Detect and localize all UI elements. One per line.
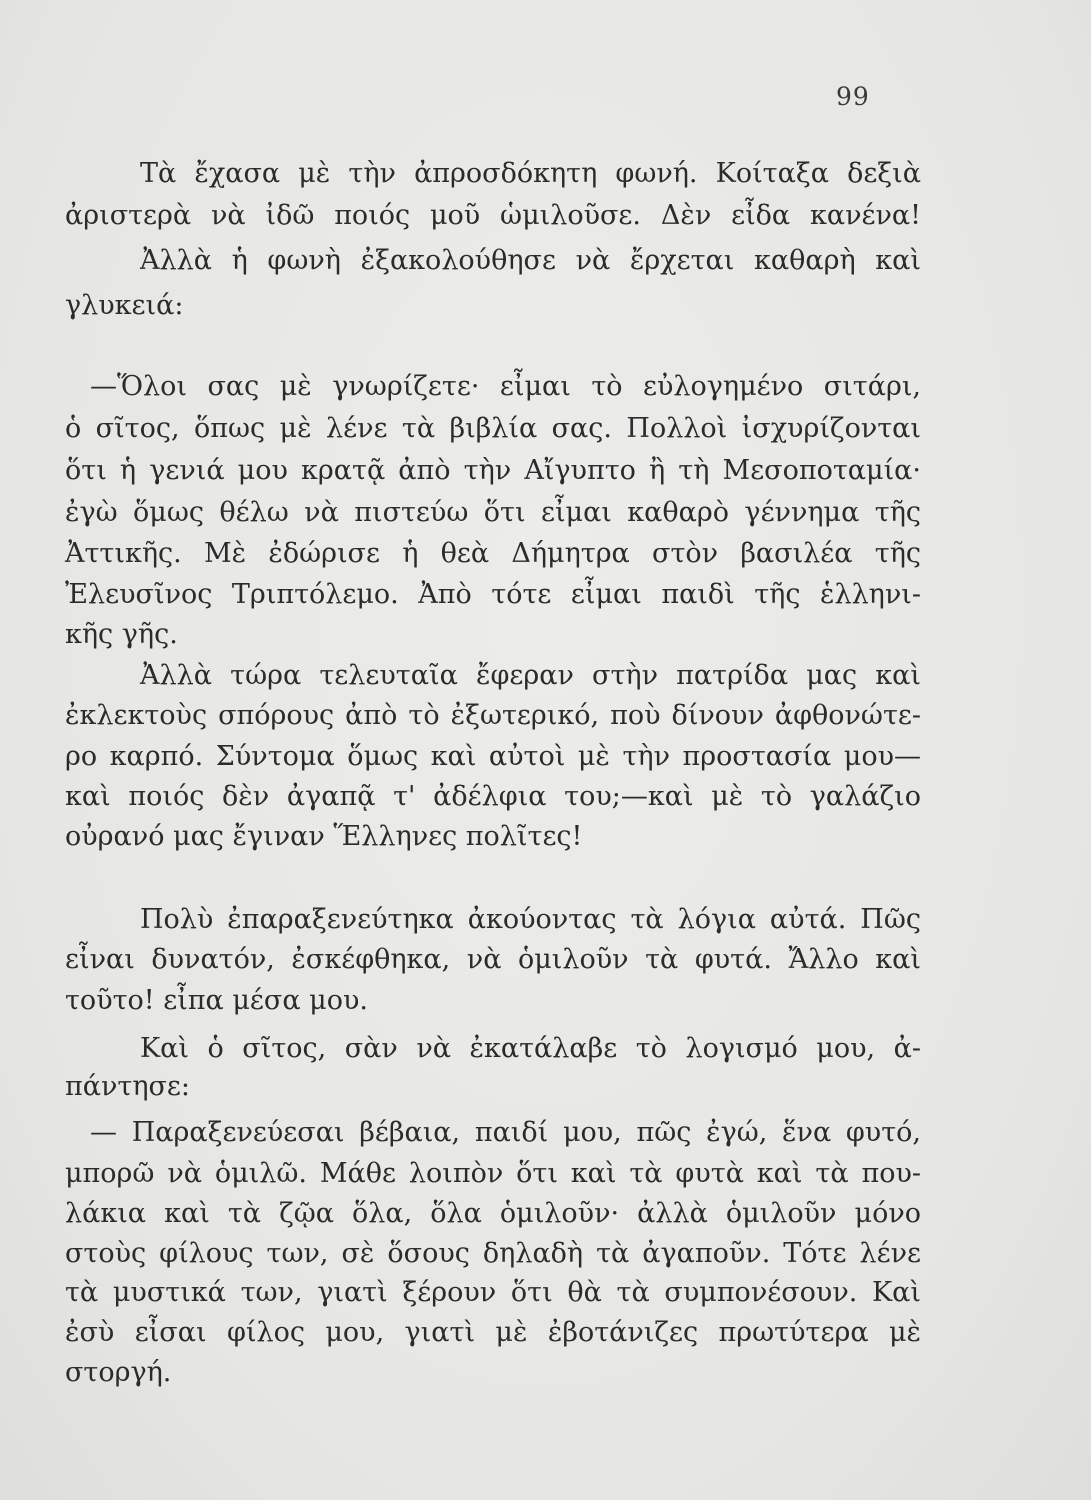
text-line: ἐγὼ ὅμως θέλω νὰ πιστεύω ὅτι εἶμαι καθαρὸ γέννημα τῆς	[65, 497, 921, 528]
text-line: ἐσὺ εἶσαι φίλος μου, γιατὶ μὲ ἐβοτάνιζες πρωτύτερα μὲ	[65, 1317, 921, 1348]
text-line: καὶ ποιός δὲν ἀγαπᾷ τ' ἀδέλφια του;—καὶ μὲ τὸ γαλάζιο	[65, 781, 921, 812]
text-line: τοῦτο! εἶπα μέσα μου.	[65, 985, 368, 1016]
text-line: —Ὅλοι σας μὲ γνωρίζετε· εἶμαι τὸ εὐλογημένο σιτάρι,	[90, 371, 921, 402]
text-line: ὅτι ἡ γενιά μου κρατᾷ ἀπὸ τὴν Αἴγυπτο ἢ τὴ Μεσοποταμία·	[65, 455, 921, 486]
text-line: μπορῶ νὰ ὁμιλῶ. Μάθε λοιπὸν ὅτι καὶ τὰ φυτὰ καὶ τὰ που-	[65, 1158, 921, 1189]
text-line: ἐκλεκτοὺς σπόρους ἀπὸ τὸ ἐξωτερικό, ποὺ δίνουν ἀφθονώτε-	[65, 700, 921, 731]
page-number: 99	[836, 82, 870, 111]
text-line: οὐρανό μας ἔγιναν Ἕλληνες πολῖτες!	[65, 821, 583, 852]
text-line: Καὶ ὁ σῖτος, σὰν νὰ ἐκατάλαβε τὸ λογισμό μου, ἀ-	[140, 1033, 921, 1064]
text-line: Τὰ ἔχασα μὲ τὴν ἀπροσδόκητη φωνή. Κοίταξα δεξιὰ	[140, 158, 921, 189]
text-line: Ἐλευσῖνος Τριπτόλεμο. Ἀπὸ τότε εἶμαι παιδὶ τῆς ἑλληνι-	[65, 579, 921, 610]
text-line: γλυκειά:	[65, 290, 184, 321]
text-line: Πολὺ ἐπαραξενεύτηκα ἀκούοντας τὰ λόγια αὐτά. Πῶς	[140, 904, 921, 935]
text-line: — Παραξενεύεσαι βέβαια, παιδί μου, πῶς ἐγώ, ἕνα φυτό,	[90, 1117, 921, 1148]
text-line: ὁ σῖτος, ὅπως μὲ λένε τὰ βιβλία σας. Πολλοὶ ἰσχυρίζονται	[65, 413, 921, 444]
text-line: πάντησε:	[65, 1071, 191, 1102]
text-line: Ἀλλὰ ἡ φωνὴ ἐξακολούθησε νὰ ἔρχεται καθαρὴ καὶ	[140, 245, 921, 276]
text-line: στοργή.	[65, 1357, 172, 1388]
text-line: στοὺς φίλους των, σὲ ὅσους δηλαδὴ τὰ ἀγαποῦν. Τότε λένε	[65, 1238, 921, 1269]
text-line: ρο καρπό. Σύντομα ὅμως καὶ αὐτοὶ μὲ τὴν προστασία μου—	[65, 741, 921, 772]
text-line: τὰ μυστικά των, γιατὶ ξέρουν ὅτι θὰ τὰ συμπονέσουν. Καὶ	[65, 1277, 921, 1308]
text-line: κῆς γῆς.	[65, 619, 178, 650]
text-line: Ἀττικῆς. Μὲ ἐδώρισε ἡ θεὰ Δήμητρα στὸν βασιλέα τῆς	[65, 538, 921, 569]
text-line: Ἀλλὰ τώρα τελευταῖα ἔφεραν στὴν πατρίδα μας καὶ	[140, 660, 921, 691]
text-line: λάκια καὶ τὰ ζῷα ὅλα, ὅλα ὁμιλοῦν· ἀλλὰ ὁμιλοῦν μόνο	[65, 1198, 921, 1229]
text-line: εἶναι δυνατόν, ἐσκέφθηκα, νὰ ὁμιλοῦν τὰ φυτά. Ἄλλο καὶ	[65, 944, 921, 975]
text-line: ἀριστερὰ νὰ ἰδῶ ποιός μοῦ ὡμιλοῦσε. Δὲν εἶδα κανένα!	[65, 200, 921, 231]
